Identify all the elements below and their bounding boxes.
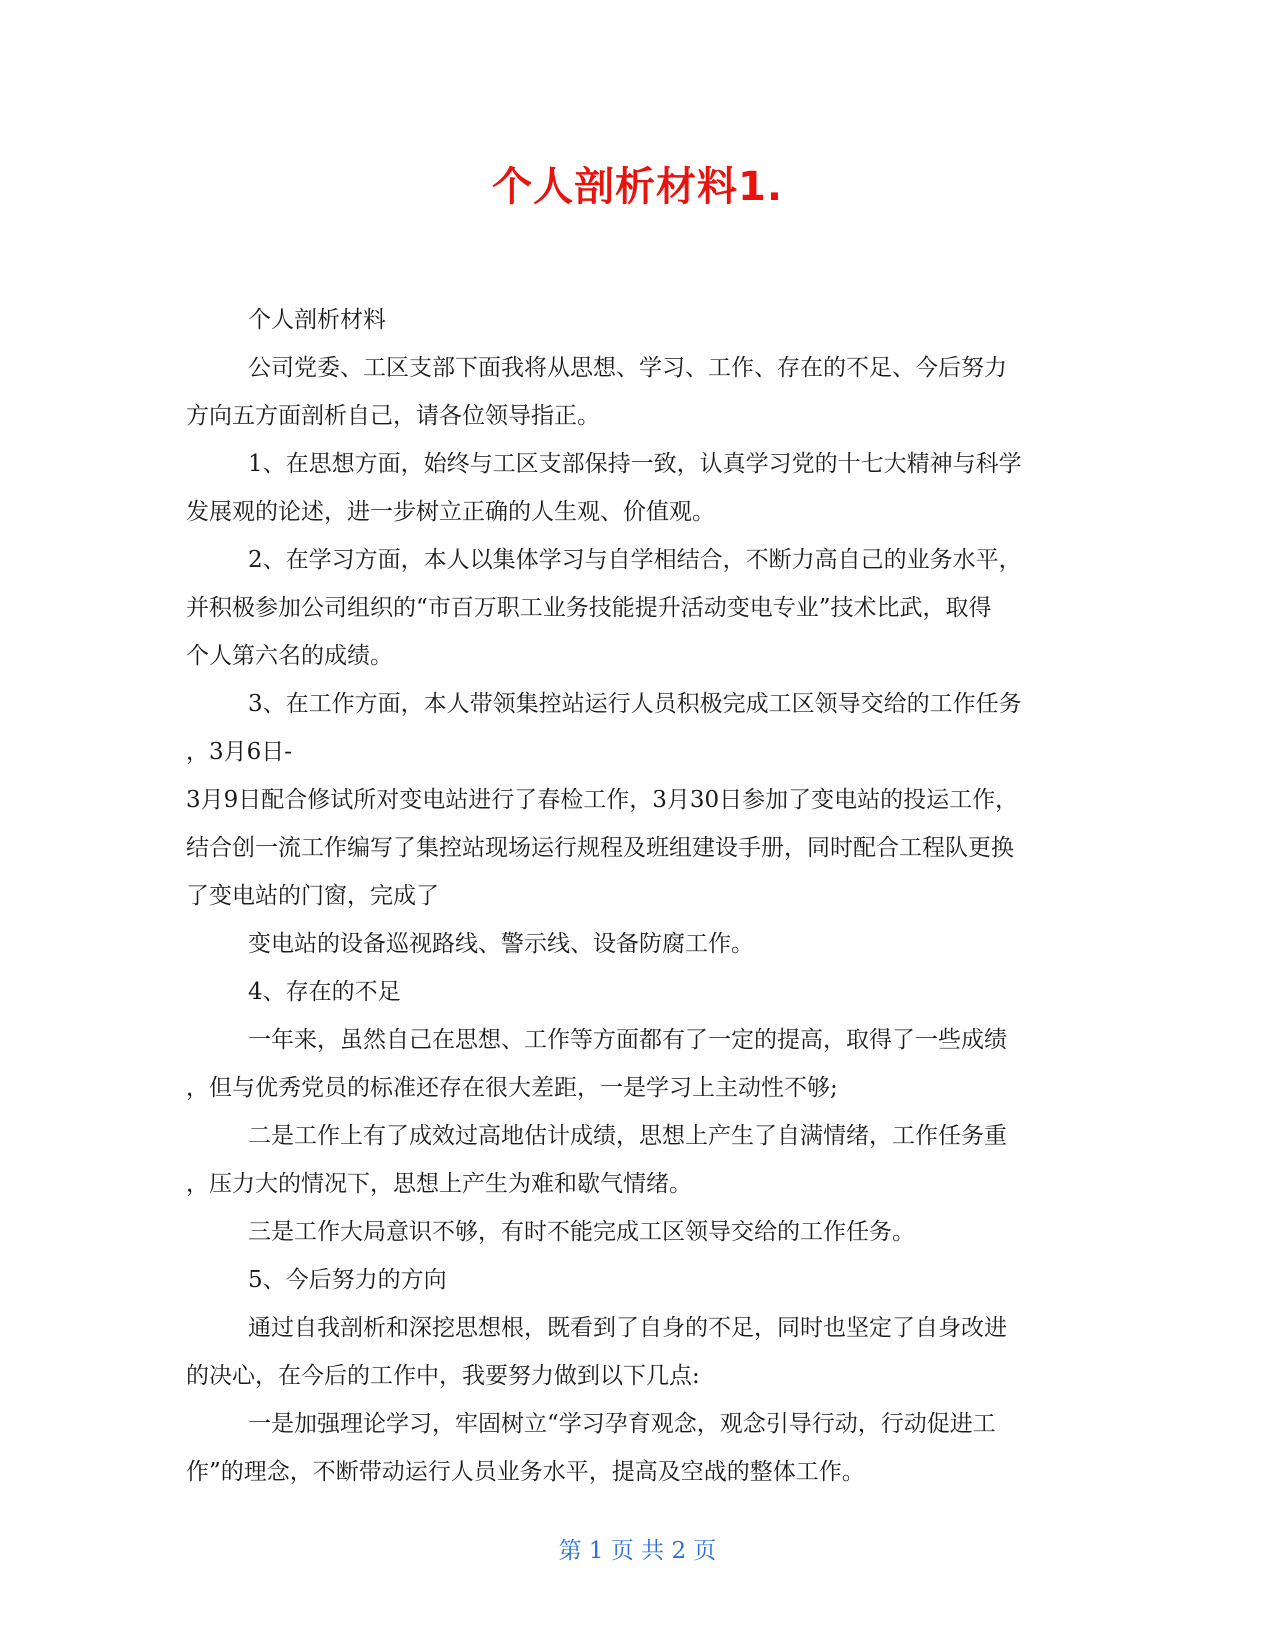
paragraph-line: 二是工作上有了成效过高地估计成绩，思想上产生了自满情绪，工作任务重 — [248, 1123, 1007, 1149]
paragraph-line: 变电站的设备巡视路线、警示线、设备防腐工作。 — [248, 931, 754, 957]
paragraph-line: 通过自我剖析和深挖思想根，既看到了自身的不足，同时也坚定了自身改进 — [248, 1315, 1007, 1341]
page-number-footer: 第 1 页 共 2 页 — [558, 1538, 717, 1564]
paragraph-line: 三是工作大局意识不够，有时不能完成工区领导交给的工作任务。 — [248, 1219, 915, 1245]
document-body — [186, 296, 1086, 1496]
paragraph-line: 了变电站的门窗，完成了 — [186, 883, 439, 909]
paragraph-line: ，3月6日- — [186, 739, 293, 765]
paragraph-line: 3、在工作方面，本人带领集控站运行人员积极完成工区领导交给的工作任务 — [248, 691, 1022, 717]
paragraph-line: ，压力大的情况下，思想上产生为难和歇气情绪。 — [186, 1171, 692, 1197]
paragraph-line: 方向五方面剖析自己，请各位领导指正。 — [186, 403, 600, 429]
paragraph-line: 并积极参加公司组织的“市百万职工业务技能提升活动变电专业”技术比武，取得 — [186, 595, 992, 621]
paragraph-line: 发展观的论述，进一步树立正确的人生观、价值观。 — [186, 499, 715, 525]
paragraph-line: 的决心，在今后的工作中，我要努力做到以下几点: — [186, 1363, 700, 1389]
document-title: 个人剖析材料1. — [491, 164, 784, 210]
paragraph-line: 4、存在的不足 — [248, 979, 401, 1005]
paragraph-line: ，但与优秀党员的标准还存在很大差距，一是学习上主动性不够; — [186, 1075, 838, 1101]
paragraph-line: 3月9日配合修试所对变电站进行了春检工作，3月30日参加了变电站的投运工作， — [186, 787, 1019, 813]
paragraph-line: 公司党委、工区支部下面我将从思想、学习、工作、存在的不足、今后努力 — [248, 355, 1007, 381]
paragraph-line: 结合创一流工作编写了集控站现场运行规程及班组建设手册，同时配合工程队更换 — [186, 835, 1014, 861]
paragraph-line: 一是加强理论学习，牢固树立“学习孕育观念，观念引导行动，行动促进工 — [248, 1411, 996, 1437]
paragraph-line: 一年来，虽然自己在思想、工作等方面都有了一定的提高，取得了一些成绩 — [248, 1027, 1007, 1053]
paragraph-line: 作”的理念，不断带动运行人员业务水平，提高及空战的整体工作。 — [186, 1459, 865, 1485]
paragraph-line: 1、在思想方面，始终与工区支部保持一致，认真学习党的十七大精神与科学 — [248, 451, 1022, 477]
paragraph-line: 个人第六名的成绩。 — [186, 643, 393, 669]
paragraph-line: 5、今后努力的方向 — [248, 1267, 447, 1293]
paragraph-line: 个人剖析材料 — [248, 307, 386, 333]
paragraph-line: 2、在学习方面，本人以集体学习与自学相结合，不断力高自己的业务水平， — [248, 547, 1022, 573]
